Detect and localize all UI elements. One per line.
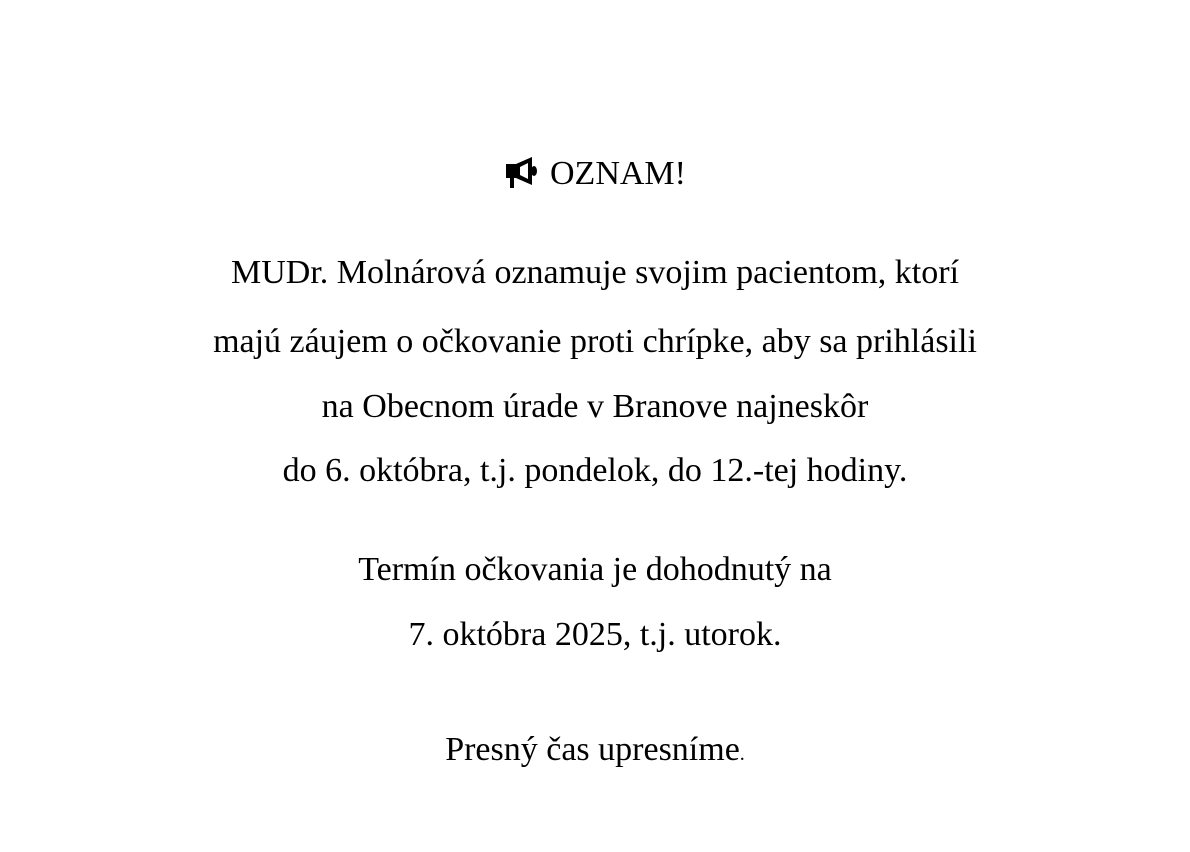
paragraph3-line — [0, 730, 1190, 774]
paragraph1-line-4: do 6. októbra, t.j. pondelok, do 12.-tej hodiny. — [282, 452, 908, 489]
paragraph1-line-2: majú záujem o očkovanie proti chrípke, aby sa prihlásili — [213, 323, 977, 360]
megaphone-icon — [504, 156, 544, 190]
paragraph2-line-2: 7. októbra 2025, t.j. utorok. — [408, 616, 782, 653]
paragraph2-line-1: Termín očkovania je dohodnutý na — [358, 551, 832, 588]
paragraph1-line-3: na Obecnom úrade v Branove najneskôr — [321, 388, 869, 425]
announcement-title-row — [0, 154, 1190, 194]
paragraph3-text: Presný čas upresníme — [445, 731, 740, 768]
paragraph1-line-1: MUDr. Molnárová oznamuje svojim pacientom, ktorí — [230, 254, 960, 291]
paragraph3-period: . — [739, 743, 745, 765]
announcement-title: OZNAM! — [550, 155, 686, 192]
